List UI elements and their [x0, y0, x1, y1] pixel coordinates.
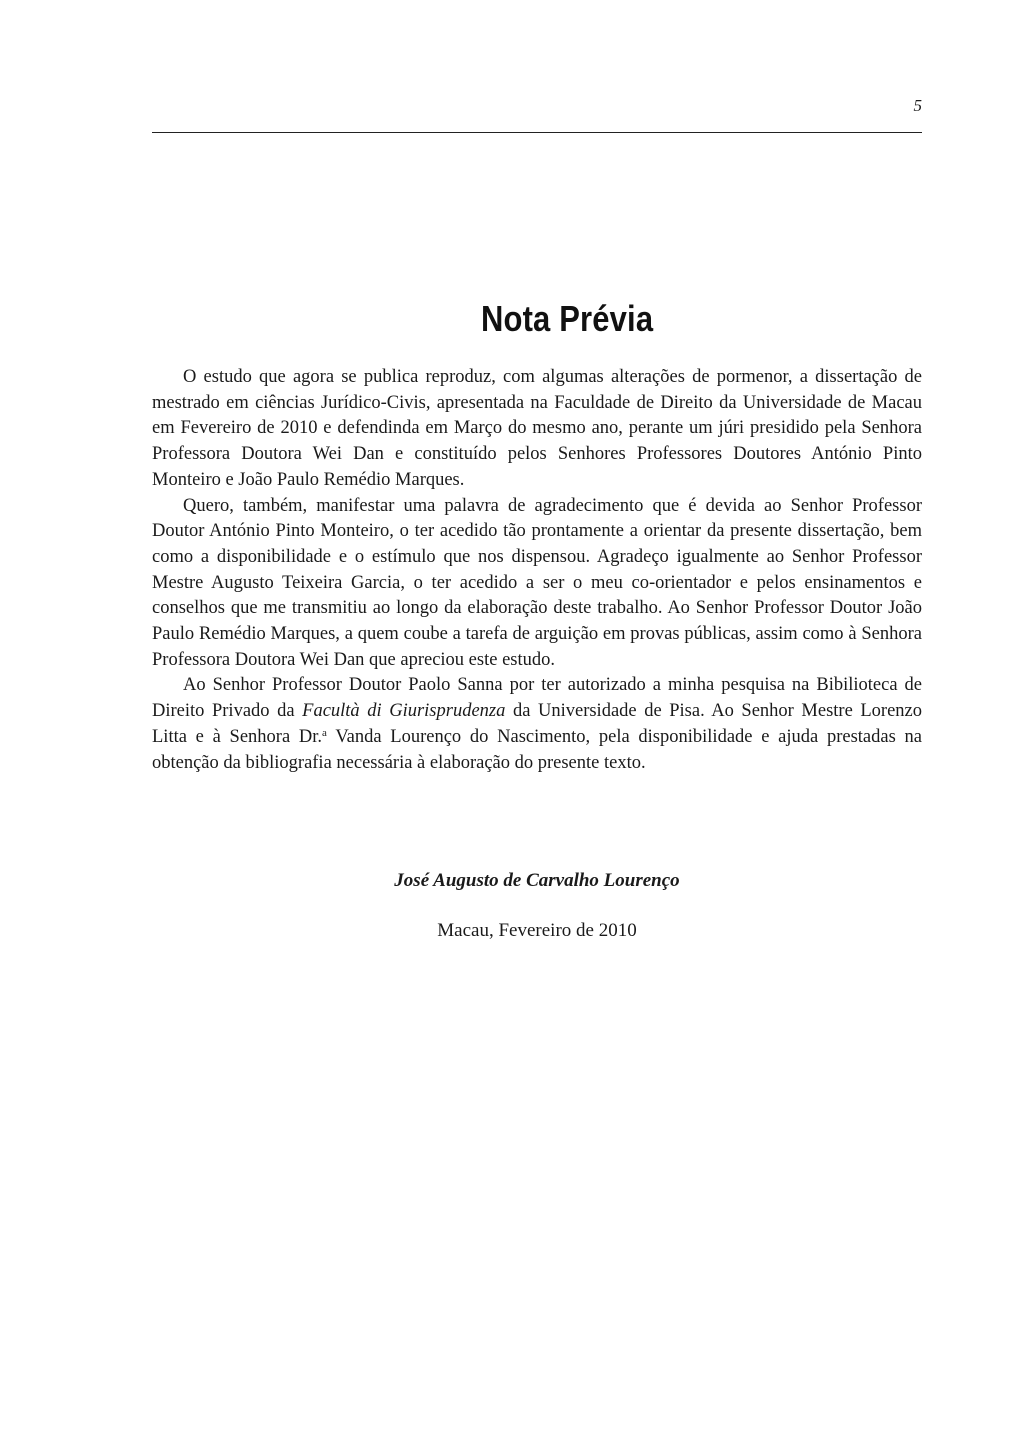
author-signature: José Augusto de Carvalho Lourenço	[394, 870, 680, 891]
paragraph-3-text-2: da Universidade de Pisa. Ao Senhor Mestre Lorenzo Litta e à Senhora Dr.	[152, 701, 922, 747]
paragraph-1: O estudo que agora se publica reproduz, com algumas alterações de pormenor, a dissertação de mestrado em ciências Jurídico-Civis, apresentada na Faculdade de Direito da Universidade de Macau em Fevereiro de 2010 e defendinda em Março do mesmo ano, perante um júri presidido pela Senhora Professora Doutora Wei Dan e constituído pelos Senhores Professores Doutores António Pinto Monteiro e João Paulo Remédio Marques.	[152, 367, 922, 490]
paragraph-3-text-3: Vanda Lourenço do Nascimento, pela disponibilidade e ajuda prestadas na obtenção da bibliografia necessária à elaboração do presente texto.	[152, 726, 922, 773]
place-date: Macau, Fevereiro de 2010	[437, 920, 637, 941]
paragraph-2: Quero, também, manifestar uma palavra de agradecimento que é devida ao Senhor Professor Doutor António Pinto Monteiro, o ter acedido tão prontamente a orientar da presente dissertação, bem como a disponibilidade e o estímulo que nos dispensou. Agradeço igualmente ao Senhor Professor Mestre Augusto Teixeira Garcia, o ter acedido a ser o meu co-orientador e pelos ensinamentos e conselhos que me transmitiu ao longo da elaboração deste trabalho. Ao Senhor Professor Doutor João Paulo Remédio Marques, a quem coube a tarefa de arguição em provas públicas, assim como à Senhora Professora Doutora Wei Dan que apreciou este estudo.	[152, 495, 922, 670]
page-title: Nota Prévia	[480, 298, 654, 339]
body-text	[152, 365, 922, 776]
page-number: 5	[913, 96, 922, 115]
ordinal-superscript: a	[322, 726, 327, 739]
paragraph-3-italic-name: Facultà di Giurisprudenza	[302, 701, 506, 722]
paragraph-3	[152, 673, 922, 776]
paragraph-3-text-1: Ao Senhor Professor Doutor Paolo Sanna por ter autorizado a minha pesquisa na Bibilioteca de Direito Privado da	[152, 675, 922, 722]
header-rule	[152, 132, 922, 133]
